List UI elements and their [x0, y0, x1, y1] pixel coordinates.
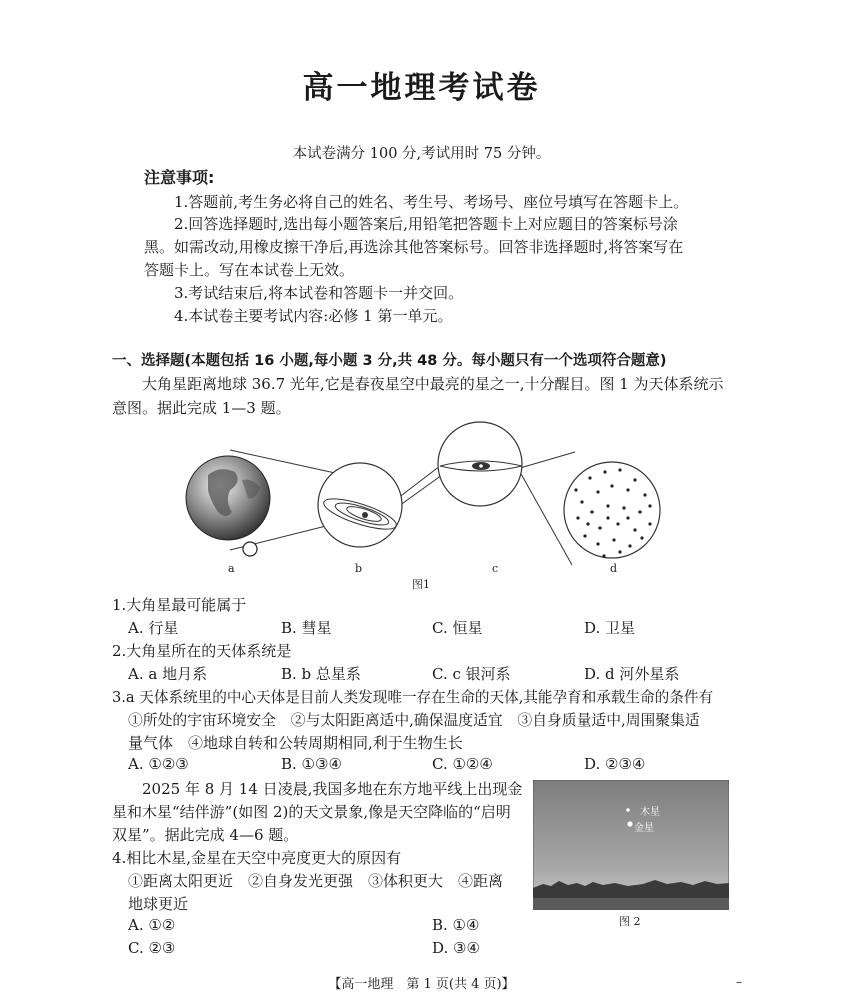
option: B. b 总星系 — [281, 665, 361, 683]
exam-info: 本试卷满分 100 分,考试用时 75 分钟。 — [292, 146, 551, 162]
option: C. ②③ — [128, 939, 176, 957]
question-stem: 2.大角星所在的天体系统是 — [112, 642, 292, 660]
question-stem: 3.a 天体系统里的中心天体是目前人类发现唯一存在生命的天体,其能孕育和承载生命的条件有 — [112, 689, 714, 706]
passage-text: 意图。据此完成 1—3 题。 — [112, 399, 291, 417]
option: C. 恒星 — [432, 619, 483, 637]
option: A. a 地月系 — [128, 665, 208, 683]
passage-text: 2025 年 8 月 14 日凌晨,我国多地在东方地平线上出现金 — [142, 780, 523, 798]
passage-text: 大角星距离地球 36.7 光年,它是春夜星空中最亮的星之一,十分醒目。图 1 为天体系统示 — [142, 375, 724, 393]
figure-caption: 图1 — [412, 578, 430, 591]
venus-jupiter-photo — [533, 780, 729, 910]
venus-dot — [627, 821, 632, 826]
option: D. ③④ — [432, 939, 480, 957]
option: B. 彗星 — [281, 619, 332, 637]
question-text: ①距离太阳更近 ②自身发光更强 ③体积更大 ④距离 — [128, 872, 504, 890]
jupiter-label: 木星 — [640, 807, 660, 818]
passage-text: 双星”。据此完成 4—6 题。 — [112, 826, 299, 844]
page-title: 高一地理考试卷 — [302, 70, 541, 106]
corner-mark: – — [736, 975, 742, 989]
notice-item: 3.考试结束后,将本试卷和答题卡一并交回。 — [174, 284, 464, 302]
page-footer: 【高一地理 第 1 页(共 4 页)】 — [328, 977, 515, 992]
option: B. ①④ — [432, 916, 480, 934]
venus-label: 金星 — [634, 823, 654, 834]
figure-caption: 图 2 — [619, 915, 641, 928]
option: D. d 河外星系 — [584, 665, 680, 683]
question-text: 量气体 ④地球自转和公转周期相同,利于生物生长 — [128, 734, 463, 752]
option: A. ①② — [128, 916, 176, 934]
notice-item: 1.答题前,考生务必将自己的姓名、考生号、考场号、座位号填写在答题卡上。 — [174, 193, 689, 211]
option: B. ①③④ — [281, 755, 342, 773]
notice-item: 黑。如需改动,用橡皮擦干净后,再选涂其他答案标号。回答非选择题时,将答案写在 — [144, 238, 684, 256]
celestial-system-figure — [180, 420, 670, 590]
notice-heading: 注意事项: — [144, 168, 215, 187]
option: A. ①②③ — [128, 755, 189, 773]
question-stem: 1.大角星最可能属于 — [112, 596, 247, 614]
question-stem: 4.相比木星,金星在天空中亮度更大的原因有 — [112, 849, 402, 867]
jupiter-dot — [626, 808, 630, 812]
figure-label-d: d — [610, 562, 618, 575]
earth-globe — [186, 456, 270, 540]
figure-label-c: c — [492, 562, 499, 575]
option: C. c 银河系 — [432, 665, 511, 683]
option: D. 卫星 — [584, 619, 636, 637]
option: A. 行星 — [128, 619, 179, 637]
question-text: 地球更近 — [128, 895, 189, 913]
passage-text: 星和木星“结伴游”(如图 2)的天文景象,像是天空降临的“启明 — [112, 803, 511, 821]
notice-item: 2.回答选择题时,选出每小题答案后,用铅笔把答题卡上对应题目的答案标号涂 — [174, 215, 678, 233]
notice-item: 4.本试卷主要考试内容:必修 1 第一单元。 — [174, 307, 453, 325]
option: C. ①②④ — [432, 755, 493, 773]
option: D. ②③④ — [584, 755, 646, 773]
section-heading: 一、选择题(本题包括 16 小题,每小题 3 分,共 48 分。每小题只有一个选项符合题意) — [112, 353, 667, 369]
notice-item: 答题卡上。写在本试卷上无效。 — [144, 261, 355, 279]
figure-label-b: b — [355, 562, 363, 575]
moon — [243, 542, 257, 556]
figure-label-a: a — [228, 562, 235, 575]
question-text: ①所处的宇宙环境安全 ②与太阳距离适中,确保温度适宜 ③自身质量适中,周围聚集适 — [128, 712, 700, 729]
